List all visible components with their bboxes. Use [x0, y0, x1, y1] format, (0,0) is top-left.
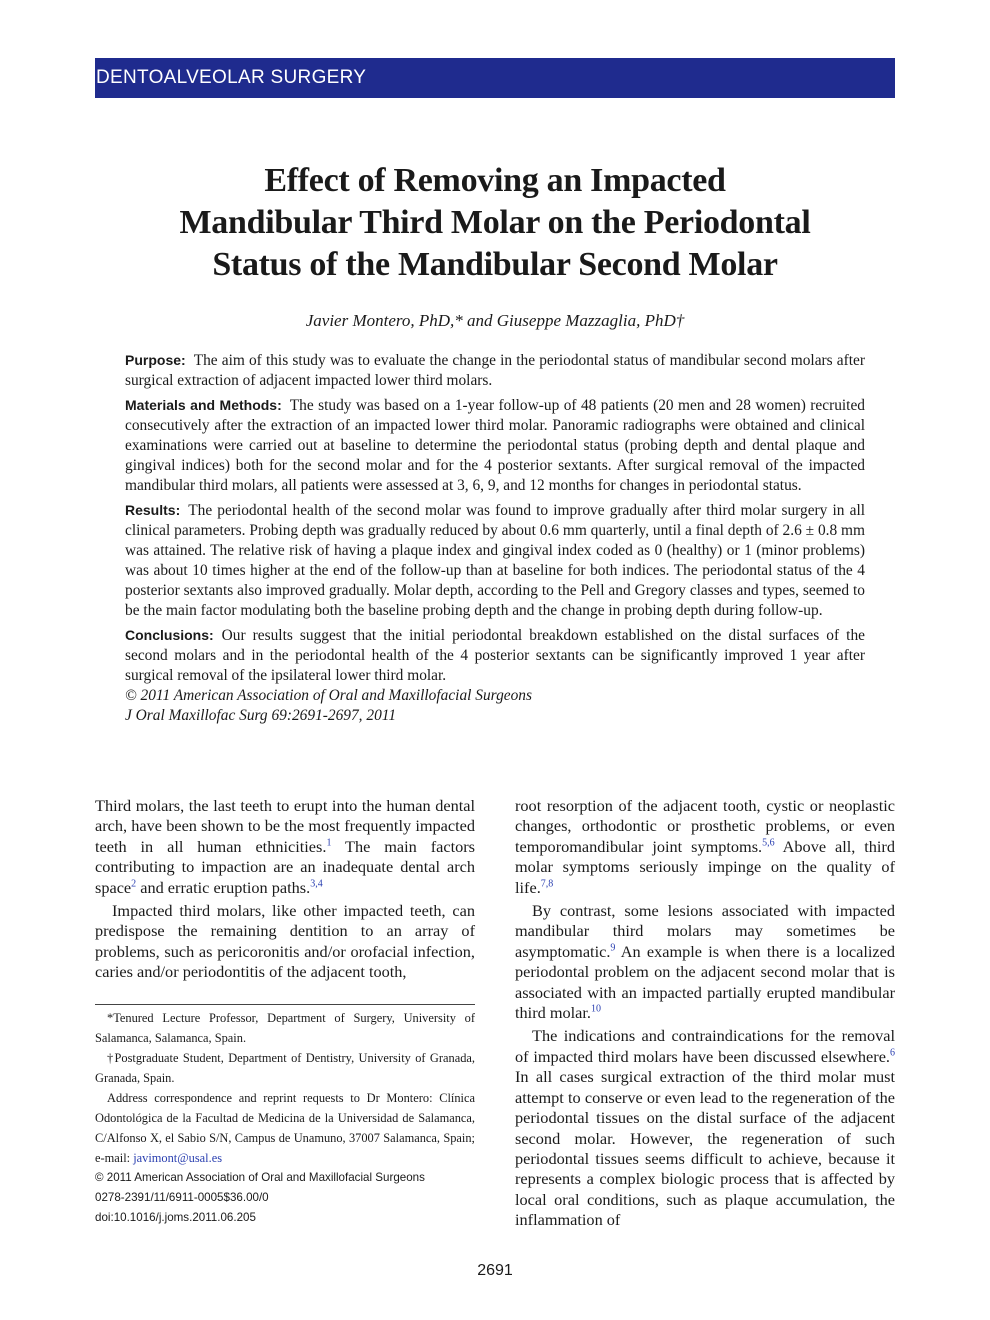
email-link[interactable]: javimont@usal.es — [133, 1151, 223, 1165]
body-text: Third molars, the last teeth to erupt into the human dental arch, have been shown to be the most frequently impacted teeth in all human ethnicities. — [95, 796, 475, 856]
body-text: Above all, third molar symptoms seriously impinge on the quality of life. — [515, 836, 895, 897]
body-text: The main factors contributing to impaction are an inadequate dental arch space — [95, 836, 475, 897]
author-list: Javier Montero, PhD,* and Giuseppe Mazzaglia, PhD† — [305, 311, 685, 330]
title-line: Effect of Removing an Impacted — [264, 162, 726, 199]
footnote-divider — [95, 1004, 475, 1005]
purpose-text: The aim of this study was to evaluate the change in the periodontal status of mandibular second molars after surgical extraction of adjacent impacted lower third molars. — [125, 352, 865, 389]
conclusions-text: Our results suggest that the initial periodontal breakdown established on the distal surfaces of the second molars and in the periodontal health of the 4 posterior sextants can be significantly improved 1 year after surgical removal of the ipsilateral lower third molar. — [125, 627, 865, 684]
abstract-results — [125, 500, 865, 621]
body-text: and erratic eruption paths. — [136, 877, 311, 897]
abstract-copyright: © 2011 American Association of Oral and Maxillofacial Surgeons — [125, 687, 532, 704]
abstract-conclusions — [125, 625, 865, 686]
article-title — [95, 160, 895, 286]
reference-link[interactable]: 5,6 — [762, 837, 775, 849]
footnote-affiliation-2: †Postgraduate Student, Department of Dentistry, University of Granada, Granada, Spain. — [95, 1051, 475, 1085]
reference-link[interactable]: 10 — [590, 1003, 601, 1015]
body-text: The indications and contraindications for the removal of impacted third molars have been discussed elsewhere. — [515, 1026, 895, 1066]
footnote-issn: 0278-2391/11/6911-0005$36.00/0 — [95, 1191, 269, 1204]
body-text: By contrast, some lesions associated with impacted mandibular third molars may sometimes be asymptomatic. — [515, 901, 895, 961]
footnotes — [95, 1008, 475, 1228]
reference-link[interactable]: 6 — [890, 1047, 895, 1059]
body-paragraph — [515, 1026, 895, 1230]
reference-link[interactable]: 7,8 — [540, 878, 554, 890]
methods-text: The study was based on a 1-year follow-up of 48 patients (20 men and 28 women) recruited consecutively after the extraction of an impacted lower third molar. Panoramic radiographs were obtained and clinical examinations were carried out at baseline to determine the periodontal status (probing depth and dental plaque and gingival indices) both for the second molar and for the 4 posterior sextants. After surgical removal of the impacted mandibular third molars, all patients were assessed at 3, 6, 9, and 12 months for changes in periodontal status. — [125, 397, 865, 494]
purpose-label: Purpose: — [125, 352, 186, 368]
body-paragraph — [515, 796, 895, 898]
abstract-purpose — [125, 350, 865, 391]
abstract — [125, 350, 865, 726]
body-text: An example is when there is a localized periodontal problem on the adjacent second molar that is associated with an impacted partially erupted mandibular third molar. — [515, 941, 895, 1023]
reference-link[interactable]: 9 — [610, 942, 616, 954]
results-label: Results: — [125, 502, 181, 518]
page-number: 2691 — [477, 1262, 513, 1279]
reference-link[interactable]: 1 — [326, 837, 332, 849]
methods-label: Materials and Methods: — [125, 397, 282, 413]
body-paragraph: Impacted third molars, like other impacted teeth, can predispose the remaining dentition to an array of problems, such as pericoronitis and/or orofacial infection, caries and/or periodontitis of the adjacent tooth, — [95, 901, 475, 982]
body-paragraph — [515, 901, 895, 1023]
abstract-methods — [125, 395, 865, 496]
footnote-copyright: © 2011 American Association of Oral and Maxillofacial Surgeons — [95, 1171, 425, 1184]
footnote-affiliation-1: *Tenured Lecture Professor, Department of Surgery, University of Salamanca, Salamanca, Spain. — [95, 1011, 475, 1045]
footnote-correspondence — [95, 1088, 475, 1168]
title-line: Mandibular Third Molar on the Periodontal — [179, 204, 811, 241]
body-column-left — [95, 796, 475, 983]
results-text: The periodontal health of the second molar was found to improve gradually after third molar surgery in all clinical parameters. Probing depth was gradually reduced by about 0.6 mm quarterly, until a final depth of 2.6 ± 0.8 mm was attained. The relative risk of having a plaque index and gingival index coded as 0 (healthy) or 1 (minor problems) was about 10 times higher at the end of the follow-up than at baseline for both indices. The periodontal status of the 4 posterior sextants also improved gradually. Molar depth, according to the Pell and Gregory classes and types, seemed to be the main factor modulating both the baseline probing depth and the change in probing depth during follow-up. — [125, 502, 865, 619]
reference-link[interactable]: 3,4 — [310, 878, 323, 890]
body-paragraph — [95, 796, 475, 898]
footnote-doi: doi:10.1016/j.joms.2011.06.205 — [95, 1211, 256, 1224]
reference-link[interactable]: 2 — [131, 878, 137, 890]
body-column-right — [515, 796, 895, 1231]
body-text: root resorption of the adjacent tooth, cystic or neoplastic changes, orthodontic or prosthetic problems, or even temporomandibular joint symptoms. — [515, 796, 895, 856]
conclusions-label: Conclusions: — [125, 627, 214, 643]
journal-citation: J Oral Maxillofac Surg 69:2691-2697, 2011 — [125, 707, 397, 724]
section-label: DENTOALVEOLAR SURGERY — [96, 67, 367, 88]
correspondence-text: Address correspondence and reprint requests to Dr Montero: Clínica Odontológica de la Facultad de Medicina de la Universidad de Salamanca, C/Alfonso X, el Sabio S/N, Campus de Unamuno, 37007 Salamanca, Spain; e-mail: — [95, 1091, 475, 1165]
section-header-bar — [95, 58, 895, 98]
body-text: In all cases surgical extraction of the third molar must attempt to conserve or even lead to the regeneration of the periodontal tissues on the distal surface of the adjacent second molar. However, the regeneration of such periodontal tissues seems difficult to achieve, because it represents a complex biologic process that is affected by local oral conditions, such as plaque accumulation, the inflammation of — [515, 1067, 895, 1230]
title-line: Status of the Mandibular Second Molar — [212, 246, 778, 283]
